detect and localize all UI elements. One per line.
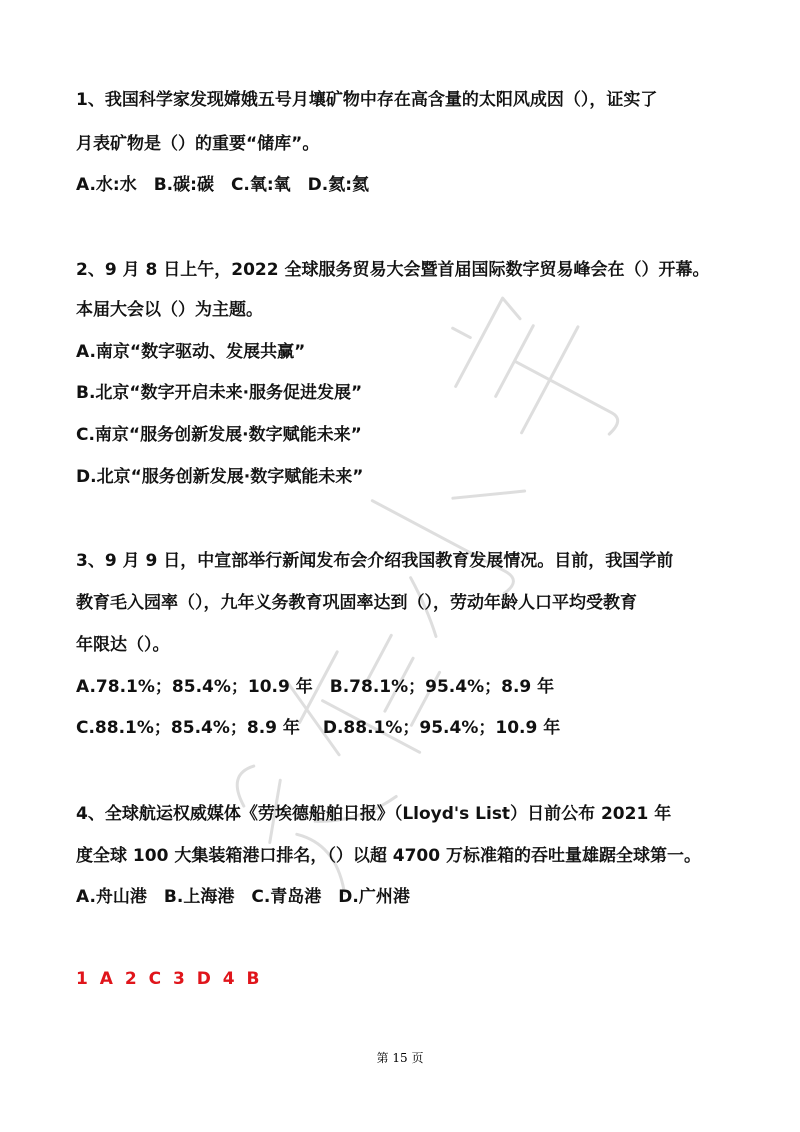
question-2-line-2: 本届大会以（）为主题。 — [76, 300, 263, 320]
page-number: 第 15 页 — [376, 1051, 424, 1065]
question-4-line-1: 4、全球航运权威媒体《劳埃德船舶日报》（Lloyd's List）日前公布 2021 年 — [76, 804, 672, 824]
question-3-options-ab: A.78.1%；85.4%；10.9 年 B.78.1%；95.4%；8.9 年 — [76, 677, 555, 697]
question-2-option-d: D.北京“服务创新发展·数字赋能未来” — [76, 467, 364, 487]
question-1-line-2: 月表矿物是（）的重要“储库”。 — [76, 134, 320, 154]
question-3-options-cd: C.88.1%；85.4%；8.9 年 D.88.1%；95.4%；10.9 年 — [76, 718, 561, 738]
question-2-option-c: C.南京“服务创新发展·数字赋能未来” — [76, 425, 362, 445]
question-1-options: A.水:水 B.碳:碳 C.氧:氧 D.氦:氦 — [76, 175, 370, 195]
question-3-line-3: 年限达（）。 — [76, 635, 170, 655]
answer-key: 1 A 2 C 3 D 4 B — [76, 969, 263, 989]
question-3-line-1: 3、9 月 9 日，中宣部举行新闻发布会介绍我国教育发展情况。目前，我国学前 — [76, 551, 674, 571]
question-2-option-b: B.北京“数字开启未来·服务促进发展” — [76, 383, 363, 403]
question-2-option-a: A.南京“数字驱动、发展共赢” — [76, 342, 306, 362]
question-4-line-2: 度全球 100 大集装箱港口排名，（）以超 4700 万标准箱的吞吐量雄踞全球第一。 — [76, 846, 701, 866]
question-3-line-2: 教育毛入园率（），九年义务教育巩固率达到（），劳动年龄人口平均受教育 — [76, 593, 637, 613]
question-2-line-1: 2、9 月 8 日上午，2022 全球服务贸易大会暨首届国际数字贸易峰会在（）开幕。 — [76, 260, 710, 280]
question-4-options: A.舟山港 B.上海港 C.青岛港 D.广州港 — [76, 887, 410, 907]
question-1-line-1: 1、我国科学家发现嫦娥五号月壤矿物中存在高含量的太阳风成因（），证实了 — [76, 90, 658, 110]
